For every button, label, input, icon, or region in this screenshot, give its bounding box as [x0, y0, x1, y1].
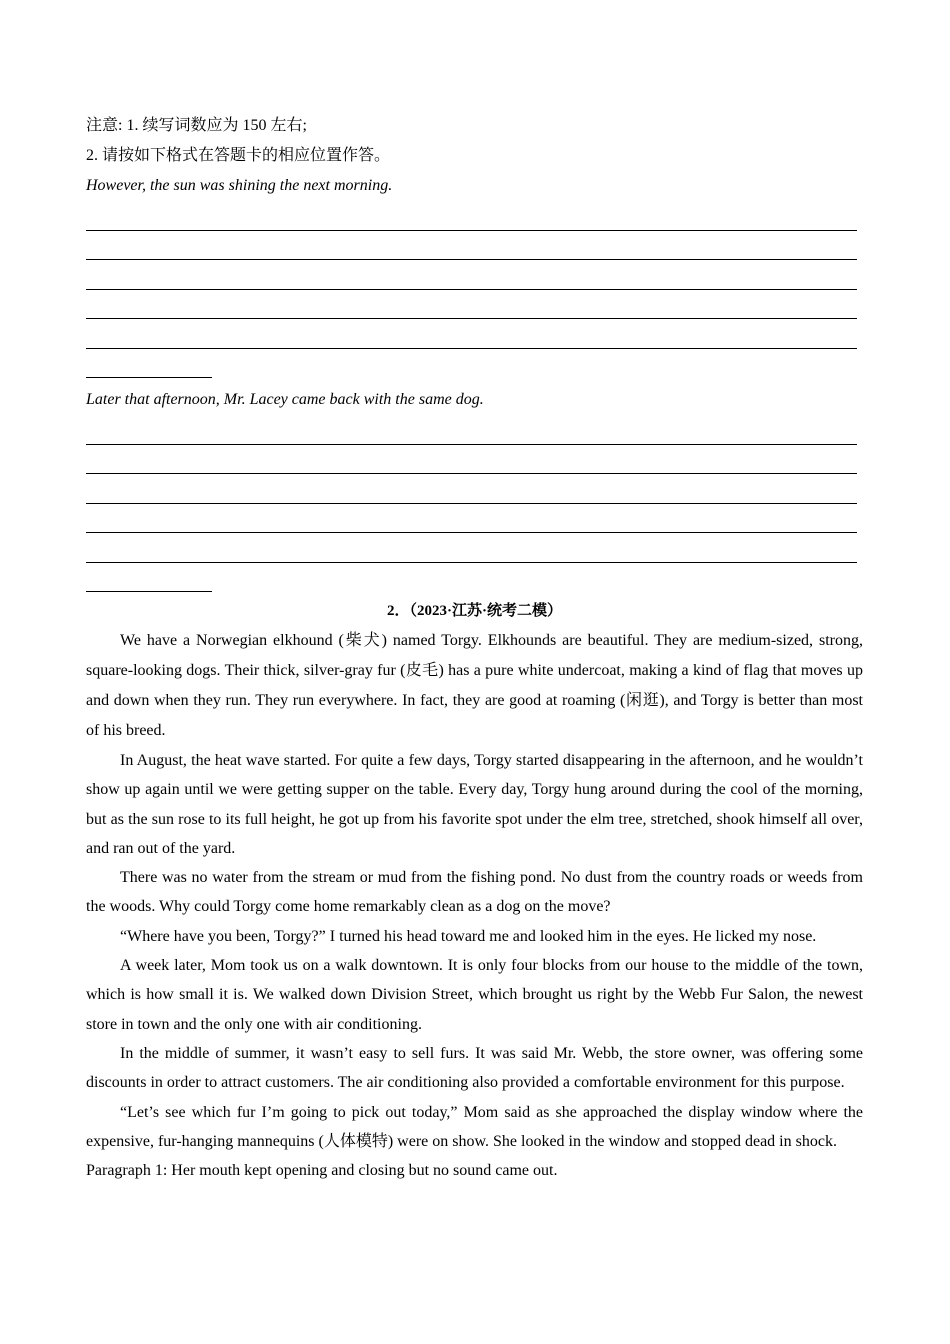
story-paragraph: In August, the heat wave started. For quite a few days, Torgy started disappearing in the afternoon, and he wouldn’t show up again until we were getting supper on the table. Every day, Torgy hung around during the cool of the morning, but as the sun rose to its full height, he got up from his favorite spot under the elm tree, stretched, shook himself all over, and ran out of the yard. [86, 752, 863, 857]
note-format: 2. 请按如下格式在答题卡的相应位置作答。 [86, 147, 391, 164]
note-word-count: 注意: 1. 续写词数应为 150 左右; [86, 117, 307, 134]
answer-line [86, 201, 857, 231]
story-paragraph: “Where have you been, Torgy?” I turned his head toward me and looked him in the eyes. He licked my nose. [120, 927, 817, 945]
writing-prompt-2: Later that afternoon, Mr. Lacey came back with the same dog. [86, 391, 484, 408]
answer-line [86, 533, 857, 563]
story-paragraph: A week later, Mom took us on a walk downtown. It is only four blocks from our house to the middle of the town, which is how small it is. We walked down Division Street, which brought us right by the Webb Fur Salon, the newest store in town and the only one with air conditioning. [86, 957, 863, 1033]
answer-lines-1 [86, 201, 863, 378]
story-paragraph: There was no water from the stream or mud from the fishing pond. No dust from the country roads or weeds from the woods. Why could Torgy come home remarkably clean as a dog on the move? [86, 869, 863, 916]
answer-line [86, 445, 857, 475]
answer-lines-2 [86, 415, 863, 592]
answer-line-short [86, 563, 212, 593]
answer-line [86, 231, 857, 261]
writing-prompt-1: However, the sun was shining the next morning. [86, 177, 393, 194]
story-paragraph: In the middle of summer, it wasn’t easy to sell furs. It was said Mr. Webb, the store owner, was offering some discounts in order to attract customers. The air conditioning also provided a comfortable environment for this purpose. [86, 1044, 863, 1092]
answer-line [86, 260, 857, 290]
answer-line-short [86, 349, 212, 379]
document-page [86, 111, 863, 1185]
answer-line [86, 474, 857, 504]
answer-line [86, 290, 857, 320]
answer-line [86, 319, 857, 349]
story-text [86, 626, 863, 1156]
story-paragraph: “Let’s see which fur I’m going to pick out today,” Mom said as she approached the display window where the expensive, fur-hanging mannequins (人体模特) were on show. She looked in the window and stopped dead in shock. [86, 1103, 863, 1150]
section-heading: 2．（2023·江苏·统考二模） [386, 603, 562, 619]
answer-line [86, 504, 857, 534]
story-paragraph: We have a Norwegian elkhound (柴犬) named Torgy. Elkhounds are beautiful. They are medium-sized, strong, square-looking dogs. Their thick, silver-gray fur (皮毛) has a pure white undercoat, making a kind of flag that moves up and down when they run. They run everywhere. In fact, they are good at roaming (闲逛), and Torgy is better than most of his breed. [86, 632, 863, 739]
paragraph1-starter: Paragraph 1: Her mouth kept opening and closing but no sound came out. [86, 1162, 558, 1180]
answer-line [86, 415, 857, 445]
